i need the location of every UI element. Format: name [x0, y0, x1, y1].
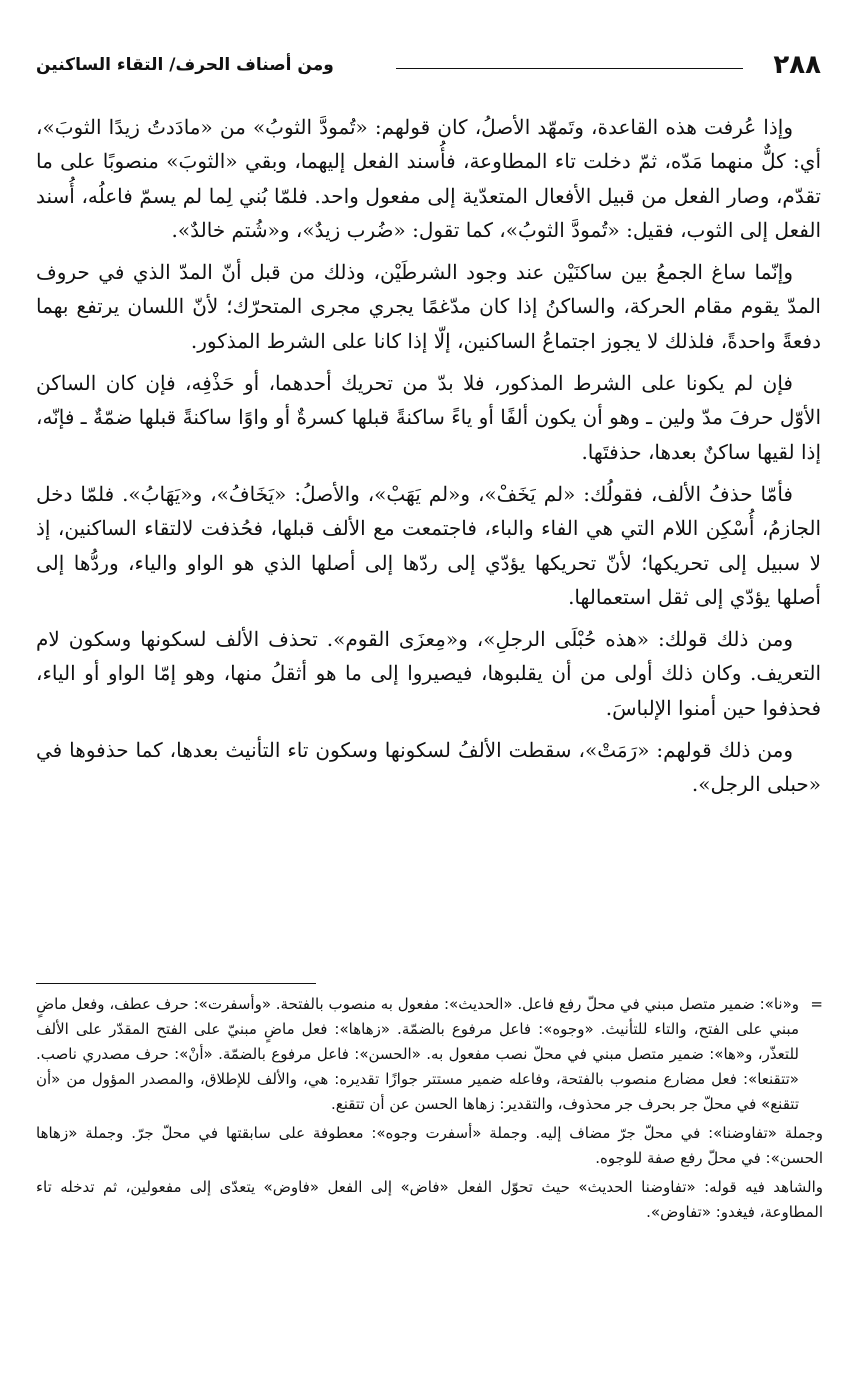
footnote-text: و«نا»: ضمير متصل مبني في محلّ رفع فاعل. «الحديث»: مفعول به منصوب بالفتحة. «وأسفرت»: حرف عطف، وفعل ماضٍ مبني على الفتح، والتاء للتأنيث. «وجوه»: فاعل مرفوع بالضمّة. «زهاها»: فعل ماضٍ مبنيّ على الفتح المقدّر على الألف للتعذّر، و«ها»: ضمير متصل مبني في محلّ نصب مفعول به. «الحسن»: فاعل مرفوع بالضمّة. «أنْ»: حرف مصدري ناصب. «تتقنعا»: فعل مضارع منصوب بالفتحة، وفاعله ضمير مستتر جوازًا تقديره: هي، والألف للإطلاق، والمصدر المؤول من «أن تتقنع» في محلّ جر بحرف جر محذوف، والتقدير: زهاها الحسن عن أن تتقنع.: [36, 995, 799, 1113]
body-paragraph: وإنّما ساغ الجمعُ بين ساكنَيْن عند وجود الشرطَيْن، وذلك من قبل أنّ المدّ الذي في حروف المدّ يقوم مقام الحركة، والساكنُ إذا كان مدّغمًا يجري مجرى المتحرّك؛ لأنّ اللسان يرتفع بهما دفعةً واحدةً، فلذلك لا يجوز اجتماعُ الساكنين، إلّا إذا كانا على الشرط المذكور.: [36, 260, 821, 353]
body-paragraph: ومن ذلك قولك: «هذه حُبْلَى الرجلِ»، و«مِعزَى القوم». تحذف الألف لسكونها وسكون لام التعريف. وكان ذلك أولى من أن يقلبوها، فيصيروا إلى ما هو أثقلُ منها، وهو إمّا الواو أو الياء، فحذفوا حين أمنوا الإلباسَ.: [36, 627, 821, 720]
footnotes: [36, 992, 823, 1229]
header-rule: [396, 68, 743, 69]
page-header: [36, 50, 821, 84]
footnote-separator: [36, 983, 316, 984]
body-paragraph: فإن لم يكونا على الشرط المذكور، فلا بدّ من تحريك أحدهما، أو حَذْفِه، فإن كان الساكن الأوّل حرفَ مدّ ولين ـ وهو أن يكون ألفًا أو ياءً ساكنةً قبلها كسرةٌ أو واوًا ساكنةً قبلها ضمّةٌ ـ فإنّه، إذا لقيها ساكنٌ بعدها، حذفتَها.: [36, 371, 821, 464]
running-title: ومن أصناف الحرف/ التقاء الساكنين: [36, 55, 334, 75]
main-text: [36, 110, 821, 810]
footnote-paragraph: [36, 992, 823, 1117]
body-paragraph: وإذا عُرفت هذه القاعدة، وتَمهّد الأصلُ، كان قولهم: «تُمودَّ الثوبُ» من «مادَدتُ زيدًا الثوبَ»، أي: كلٌّ منهما مَدّه، ثمّ دخلت تاء المطاوعة، فأُسند الفعل إليهما، وبقي «الثوبَ» منصوبًا على ما تقدّم، وصار الفعل من قبيل الأفعال المتعدّية إلى مفعول واحد. فلمّا بُني لِما لم يسمّ فاعلُه، أُسند الفعل إلى الثوب، فقيل: «تُمودَّ الثوبُ»، كما تقول: «ضُرب زيدٌ»، و«شُتم خالدٌ».: [36, 115, 821, 242]
page-number: ٢٨٨: [773, 50, 821, 80]
body-paragraph: ومن ذلك قولهم: «رَمَتْ»، سقطت الألفُ لسكونها وسكون تاء التأنيث بعدها، كما حذفوها في «حبلى الرجل».: [36, 738, 821, 797]
footnote-paragraph: وجملة «تفاوضنا»: في محلّ جرّ مضاف إليه. وجملة «أسفرت وجوه»: معطوفة على سابقتها في محلّ جرّ. وجملة «زهاها الحسن»: في محلّ رفع صفة للوجوه.: [36, 1124, 823, 1167]
footnote-paragraph: والشاهد فيه قوله: «تفاوضنا الحديث» حيث تحوّل الفعل «فاض» إلى الفعل «فاوض» يتعدّى إلى مفعولين، ثم تدخله تاء المطاوعة، فيغدو: «تفاوض».: [36, 1178, 823, 1221]
continuation-marker: =: [810, 995, 823, 1013]
body-paragraph: فأمّا حذفُ الألف، فقولُك: «لم يَخَفْ»، و«لم يَهَبْ»، والأصلُ: «يَخَافُ»، و«يَهَابُ». فلمّا دخل الجازمُ، أُسْكِن اللام التي هي الفاء والباء، فاجتمعت مع الألف قبلها، فحُذفت لالتقاء الساكنين، إذ لا سبيل إلى تحريكها؛ لأنّ تحريكها يؤدّي إلى ردّها إلى أصلها الذي هو الواو والياء، وردُّها إلى أصلها يؤدّي إلى ثقل استعمالها.: [36, 481, 821, 609]
